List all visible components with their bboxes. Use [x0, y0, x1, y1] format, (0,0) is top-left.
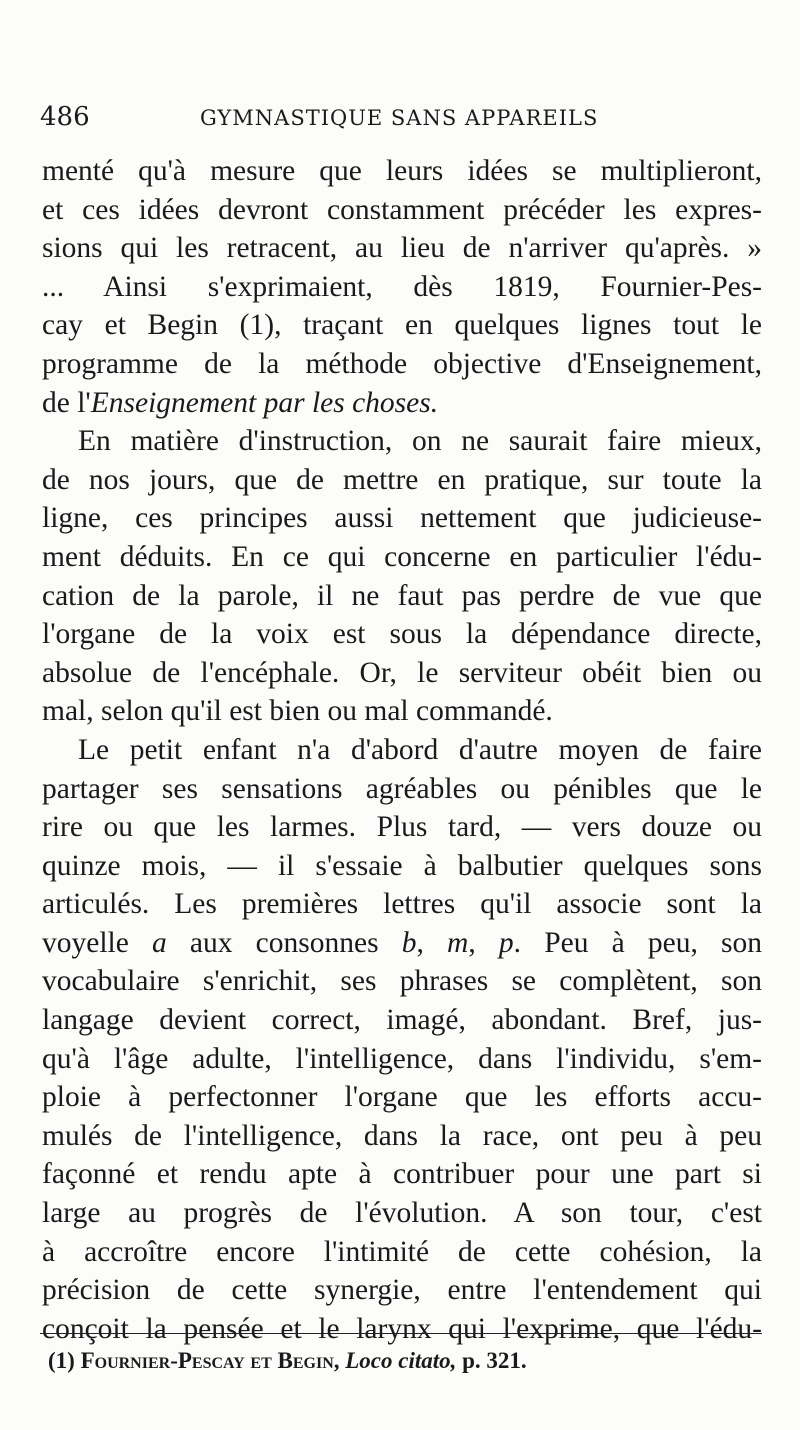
text-line: [42, 924, 762, 963]
paragraph-1: [42, 152, 762, 422]
text-line: large au progrès de l'évolution. A son tour, c'est: [42, 1197, 762, 1230]
text-line: menté qu'à mesure que leurs idées se multiplieront,: [42, 155, 762, 187]
letter-b: b: [401, 926, 417, 959]
text-line: ... Ainsi s'exprimaient, dès 1819, Fournier-Pes-: [42, 270, 762, 303]
text-fragment: ,: [468, 926, 499, 959]
text-line: précision de cette synergie, entre l'entendement qui: [42, 1274, 762, 1307]
text-line: sions qui les retracent, au lieu de n'arriver qu'après. »: [42, 232, 762, 265]
emphasized-phrase: Enseignement par les choses.: [90, 386, 439, 419]
text-line: qu'à l'âge adulte, l'intelligence, dans l'individu, s'em-: [42, 1042, 762, 1075]
text-line: articulés. Les premières lettres qu'il associe sont la: [42, 888, 762, 921]
text-line: et ces idées devront constamment précéder les expres-: [42, 193, 762, 226]
text-line: En matière d'instruction, on ne saurait faire mieux,: [78, 425, 762, 458]
page-number: 486: [40, 102, 90, 132]
text-line: [42, 384, 762, 423]
text-line: cation de la parole, il ne faut pas perdre de vue que: [42, 579, 762, 612]
letter-a: a: [152, 926, 167, 959]
text-line: l'organe de la voix est sous la dépendance directe,: [42, 618, 762, 651]
text-fragment: aux consonnes: [166, 926, 402, 959]
text-line: Le petit enfant n'a d'abord d'autre moyen de faire: [78, 733, 762, 766]
body-text: [42, 152, 762, 1348]
letter-p: p: [498, 926, 514, 959]
text-fragment: voyelle: [42, 926, 152, 959]
footnote-work: Loco citato,: [345, 1348, 457, 1373]
text-line: conçoit la pensée et le larynx qui l'exprime, que l'édu-: [42, 1312, 762, 1345]
footnote-marker: (1): [48, 1348, 75, 1373]
text-line: façonné et rendu apte à contribuer pour une part si: [42, 1158, 762, 1191]
paragraph-3: [42, 731, 762, 1349]
text-line: langage devient correct, imagé, abondant. Bref, jus-: [42, 1004, 762, 1037]
text-line: ligne, ces principes aussi nettement que judicieuse-: [42, 502, 762, 535]
text-line: mal, selon qu'il est bien ou mal commandé.: [42, 695, 553, 728]
text-line: ment déduits. En ce qui concerne en particulier l'édu-: [42, 540, 762, 573]
footnote-divider: [40, 1333, 762, 1334]
text-fragment: . Peu à peu, son: [513, 926, 762, 959]
footnote: [48, 1348, 768, 1374]
text-line: absolue de l'encéphale. Or, le serviteur obéit bien ou: [42, 656, 762, 689]
text-line: à accroître encore l'intimité de cette cohésion, la: [42, 1235, 762, 1268]
text-line: cay et Begin (1), traçant en quelques lignes tout le: [42, 309, 762, 342]
text-fragment: de l': [42, 386, 91, 419]
page-header: [40, 102, 760, 132]
text-line: rire ou que les larmes. Plus tard, — vers douze ou: [42, 811, 762, 844]
text-line: mulés de l'intelligence, dans la race, ont peu à peu: [42, 1119, 762, 1152]
text-line: quinze mois, — il s'essaie à balbutier quelques sons: [42, 849, 762, 882]
footnote-page: p. 321.: [462, 1348, 527, 1373]
text-line: partager ses sensations agréables ou pénibles que le: [42, 772, 762, 805]
letter-m: m: [447, 926, 469, 959]
text-line: de nos jours, que de mettre en pratique, sur toute la: [42, 463, 762, 496]
text-fragment: ,: [416, 926, 448, 959]
text-line: vocabulaire s'enrichit, ses phrases se complètent, son: [42, 965, 762, 998]
paragraph-2: [42, 422, 762, 731]
text-line: programme de la méthode objective d'Enseignement,: [42, 347, 762, 380]
text-line: ploie à perfectonner l'organe que les efforts accu-: [42, 1081, 762, 1114]
footnote-authors: Fournier-Pescay et Begin,: [80, 1348, 340, 1373]
running-title: GYMNASTIQUE SANS APPAREILS: [200, 106, 599, 130]
